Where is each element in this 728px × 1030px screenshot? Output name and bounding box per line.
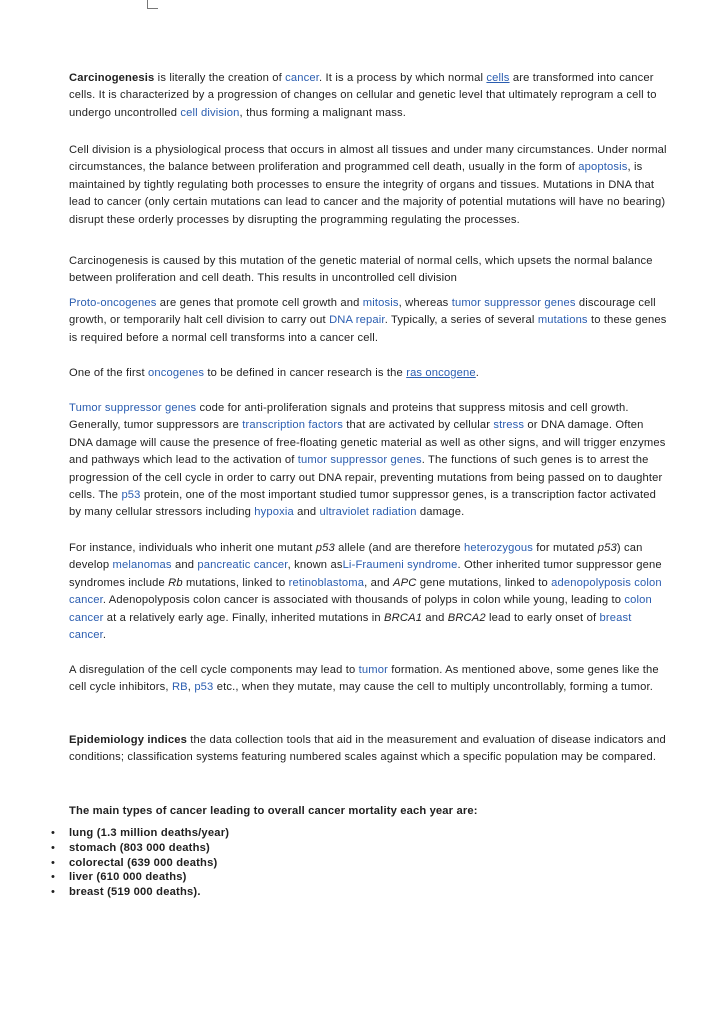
link-transcription-factors[interactable]: transcription factors — [242, 419, 344, 432]
bullet-icon: • — [51, 856, 56, 869]
term-epidemiology-indices: Epidemiology indices — [69, 734, 188, 746]
link-adenopolyposis-colon-cancer[interactable]: adenopolyposis colon cancer — [69, 576, 662, 607]
link-breast-cancer[interactable]: breast cancer — [69, 611, 632, 642]
paragraph-cell-division: Cell division is a physiological process that occurs in almost all tissues and under many circumstances. Under normal circumstances, the balance between proliferation and programmed cell death, usually in the form of apoptosis, is maintained by tightly regulating both processes to ensure the integrity of organs and tissues. Mutations in DNA that lead to cancer (only certain mutations can lead to cancer and the majority of potential mutations will have no bearing) disrupt these orderly processes by disrupting the programming regulating the processes. — [69, 144, 667, 226]
link-ras-oncogene[interactable]: ras oncogene — [406, 367, 476, 379]
link-p53[interactable]: p53 — [121, 489, 141, 502]
bullet-icon: • — [51, 886, 56, 899]
link-cells[interactable]: cells — [486, 72, 510, 84]
link-cell-division[interactable]: cell division — [180, 106, 240, 119]
term-carcinogenesis: Carcinogenesis — [69, 72, 155, 84]
link-apoptosis[interactable]: apoptosis — [578, 161, 628, 174]
link-li-fraumeni-syndrome[interactable]: Li-Fraumeni syndrome — [342, 559, 458, 572]
link-tumor-suppressor-genes[interactable]: tumor suppressor genes — [451, 297, 576, 309]
list-item: • stomach (803 000 deaths) — [51, 841, 210, 854]
link-retinoblastoma[interactable]: retinoblastoma — [288, 576, 365, 589]
bullet-icon: • — [51, 871, 56, 884]
link-mutations[interactable]: mutations — [537, 314, 588, 327]
link-pancreatic-cancer[interactable]: pancreatic cancer — [197, 559, 288, 572]
paragraph-inherited-mutations: For instance, individuals who inherit one mutant p53 allele (and are therefore heterozygous for mutated p53) can develop melanomas and pancreatic cancer, known asLi-Fraumeni syndrome. Other inherited tumor suppressor gene syndromes include Rb mutations, linked to retinoblastoma, and APC gene mutations, linked to adenopolyposis colon cancer. Adenopolyposis colon cancer is associated with thousands of polyps in colon while young, leading to colon cancer at a relatively early age. Finally, inherited mutations in BRCA1 and BRCA2 lead to early onset of breast cancer. — [69, 542, 662, 642]
heading-main-cancer-types: The main types of cancer leading to overall cancer mortality each year are: — [69, 805, 478, 817]
link-p53-2[interactable]: p53 — [194, 681, 214, 694]
paragraph-oncogenes: One of the first oncogenes to be defined in cancer research is the ras oncogene. — [69, 367, 480, 379]
list-item: • breast (519 000 deaths). — [51, 886, 201, 899]
list-item: • colorectal (639 000 deaths) — [51, 856, 218, 869]
link-oncogenes[interactable]: oncogenes — [148, 367, 205, 379]
paragraph-carcinogenesis-definition: Carcinogenesis is literally the creation of cancer. It is a process by which normal cells are transformed into cancer cells. It is characterized by a progression of changes on cellular and genetic level that ultimately reprogram a cell to undergo uncontrolled cell division, thus forming a malignant mass. — [69, 72, 657, 119]
list-item: • liver (610 000 deaths) — [51, 871, 187, 884]
link-cancer[interactable]: cancer — [285, 72, 320, 84]
link-tumor[interactable]: tumor — [358, 664, 388, 676]
paragraph-epidemiology-indices: Epidemiology indices the data collection tools that aid in the measurement and evaluation of disease indicators and conditions; classification systems featuring numbered scales against which a specific population may be compared. — [69, 734, 666, 764]
link-ultraviolet-radiation[interactable]: ultraviolet radiation — [319, 506, 417, 519]
link-mitosis[interactable]: mitosis — [362, 297, 399, 309]
link-tumor-suppressor-genes-2[interactable]: Tumor suppressor genes — [69, 402, 197, 414]
cancer-mortality-list — [51, 826, 229, 900]
link-colon-cancer[interactable]: colon cancer — [69, 594, 652, 624]
link-tumor-suppressor-genes-3[interactable]: tumor suppressor genes — [297, 454, 422, 467]
paragraph-tumor-suppressor-genes: Tumor suppressor genes code for anti-proliferation signals and proteins that suppress mitosis and cell growth. Generally, tumor suppressors are transcription factors that are activated by cellular stress or DNA damage. Often DNA damage will cause the presence of free-floating genetic material as well as other signs, and will trigger enzymes and pathways which lead to the activation of tumor suppressor genes. The functions of such genes is to arrest the progression of the cell cycle in order to carry out DNA repair, preventing mutations from being passed on to daughter cells. The p53 protein, one of the most important studied tumor suppressor genes, is a transcription factor activated by many cellular stressors including hypoxia and ultraviolet radiation damage. — [69, 402, 666, 519]
link-hypoxia[interactable]: hypoxia — [254, 506, 294, 519]
link-rb[interactable]: RB — [171, 681, 188, 694]
list-item: • lung (1.3 million deaths/year) — [51, 827, 230, 839]
bullet-icon: • — [51, 841, 56, 854]
link-proto-oncogenes[interactable]: Proto-oncogenes — [69, 297, 157, 309]
paragraph-proto-oncogenes: Proto-oncogenes are genes that promote cell growth and mitosis, whereas tumor suppressor genes discourage cell growth, or temporarily halt cell division to carry out DNA repair. Typically, a series of several mutations to these genes is required before a normal cell transforms into a cancer cell. — [69, 297, 667, 344]
paragraph-cell-cycle-disregulation: A disregulation of the cell cycle components may lead to tumor formation. As mentioned above, some genes like the cell cycle inhibitors, RB, p53 etc., when they mutate, may cause the cell to multiply uncontrollably, forming a tumor. — [69, 664, 659, 694]
bullet-icon: • — [51, 827, 56, 839]
link-heterozygous[interactable]: heterozygous — [463, 542, 533, 554]
link-melanomas[interactable]: melanomas — [112, 559, 172, 572]
paragraph-mutation-cause: Carcinogenesis is caused by this mutation of the genetic material of normal cells, which upsets the normal balance between proliferation and cell death. This results in uncontrolled cell division — [69, 255, 653, 285]
page-corner-mark — [147, 0, 158, 9]
link-dna-repair[interactable]: DNA repair — [329, 314, 385, 327]
link-stress[interactable]: stress — [493, 419, 525, 432]
